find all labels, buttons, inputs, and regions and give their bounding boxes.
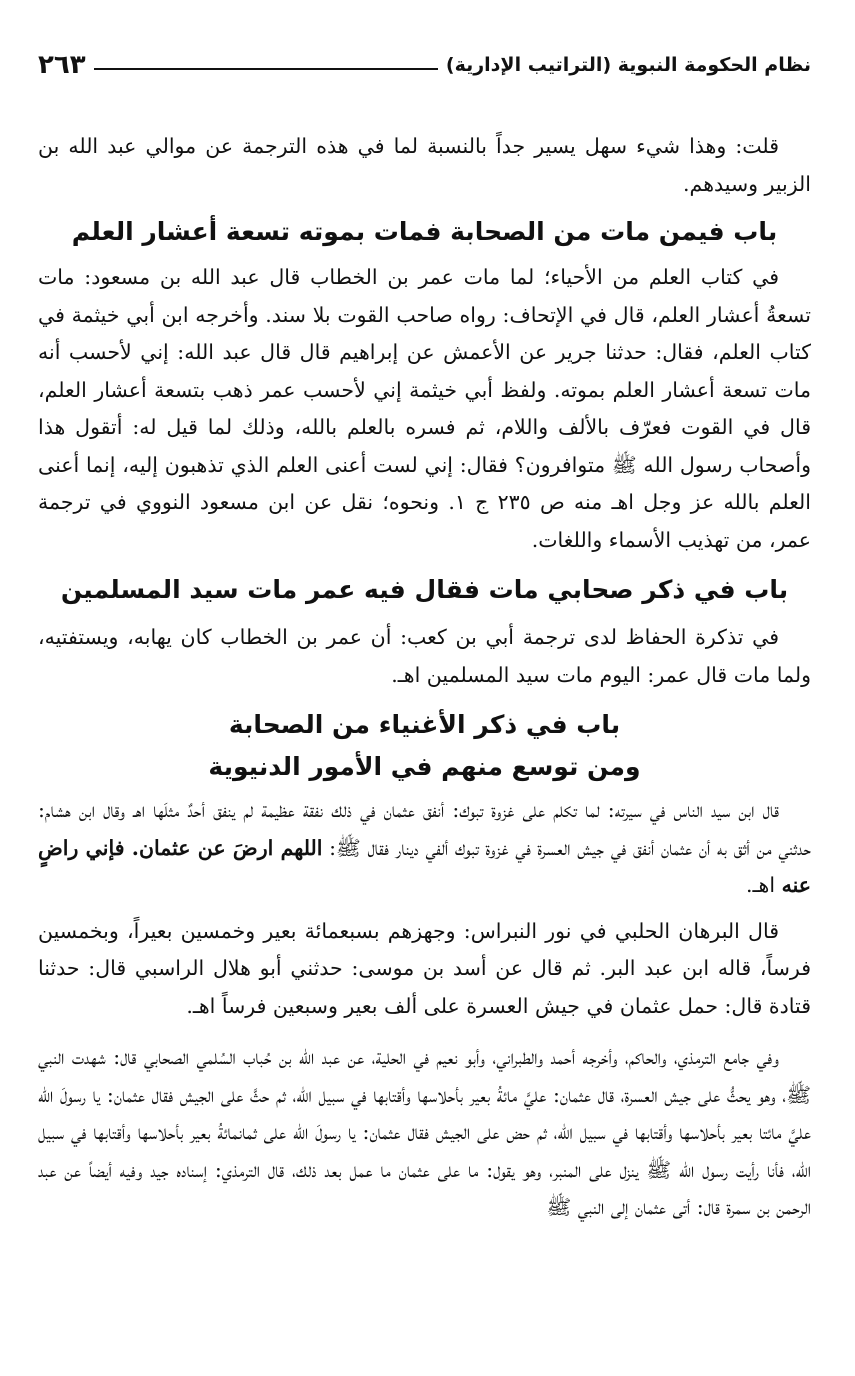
paragraph-burhan: قال البرهان الحلبي في نور النبراس: وجهزهم بسبعمائة بعير وخمسين بعيراً، وبخمسين فرساً، قاله ابن عبد البر. ثم قال عن أسد بن موسى: حدثني أبو هلال الراسبي قال: حدثنا قتادة قال: حمل عثمان في جيش العسرة على ألف بعير وسبعين فرساً اهـ. [38,918,811,1018]
paragraph-intro: قلت: وهذا شيء سهل يسير جداً بالنسبة لما في هذه الترجمة عن موالي عبد الله بن الزبير وسيدهم. [38,134,811,196]
running-title: نظام الحكومة النبوية (التراتيب الإدارية) [445,54,811,76]
paragraph-master: في تذكرة الحفاظ لدى ترجمة أبي بن كعب: أن عمر بن الخطاب كان يهابه، ويستفتيه، ولما مات قال عمر: اليوم مات سيد المسلمين اهـ. [38,625,811,687]
paragraph-ibn-sayyid [38,792,811,905]
running-header [38,0,811,80]
page-number: ٢٦٣ [38,50,86,80]
paragraph-ibn-sayyid-text: قال ابن سيد الناس في سيرته: لما تكلم على غزوة تبوك: أنفق عثمان في ذلك نفقة عظيمة لم ينفق أحدٌ مثلَها اهـ وقال ابن هشام: حدثني من أثق به أن عثمان أنفق في جيش العسرة في غزوة تبوك ألفي دينار فقال ﷺ: [38,798,811,860]
chapter-heading-wealthy-line2: ومن توسع منهم في الأمور الدنيوية [208,752,641,781]
paragraph-ibn-sayyid-end: اهـ. [746,873,782,897]
chapter-heading-master: باب في ذكر صحابي مات فقال فيه عمر مات سيد المسلمين [60,575,789,604]
paragraph-knowledge: في كتاب العلم من الأحياء؛ لما مات عمر بن الخطاب قال عبد الله بن مسعود: مات تسعةُ أعشار العلم، قال في الإتحاف: رواه صاحب القوت بلا سند. وأخرجه ابن أبي خيثمة في كتاب العلم، فقال: حدثنا جرير عن الأعمش عن إبراهيم قال قال عبد الله: إني لأحسب أنه مات تسعة أعشار العلم بموته. ولفظ أبي خيثمة إني لأحسب عمر ذهب بتسعة أعشار العلم، قال في القوت فعرّف بالألف واللام، ثم فسره بالعلم بالله، وذلك لما قيل له: أتقول هذا وأصحاب رسول الله ﷺ متوافرون؟ فقال: إني لست أعنى العلم الذي تذهبون إليه، إنما أعنى العلم بالله عز وجل اهـ منه ص ٢٣٥ ج ١. ونحوه؛ نقل عن ابن مسعود النووي في ترجمة عمر، من تهذيب الأسماء واللغات. [38,265,811,552]
header-rule [94,68,438,70]
paragraph-tirmidhi: وفي جامع الترمذي، والحاكم، وأخرجه أحمد والطبراني، وأبو نعيم في الحلية، عن عبد الله بن حُباب السُلمي الصحابي قال: شهدت النبي ﷺ، وهو يحثُّ على جيش العسرة، قال عثمان: عليَّ مائةُ بعير بأحلاسها وأقتابها في سبيل الله، ثم حثَّ على الجيش فقال عثمان: يا رسولَ الله عليَّ مائتا بعير بأحلاسها وأقتابها في سبيل الله، ثم حض على الجيش فقال عثمان: يا رسولَ الله على ثمانمائةُ بعير بأحلاسها وأقتابها في سبيل الله، فأنا رأيت رسول الله ﷺ ينزل على المنبر، وهو يقول: ما على عثمان ما عمل بعد ذلك، قال الترمذي: إسناده جيد وفيه أيضاً عن عبد الرحمن بن سمرة قال: أتى عثمان إلى النبي ﷺ [38,1045,811,1219]
chapter-heading-wealthy-line1: باب في ذكر الأغنياء من الصحابة [228,710,621,739]
prophet-supplication-quote: اللهم ارضَ عن عثمان. فإني راضٍ عنه [38,835,811,897]
chapter-heading-knowledge: باب فيمن مات من الصحابة فمات بموته تسعة أعشار العلم [71,217,778,246]
